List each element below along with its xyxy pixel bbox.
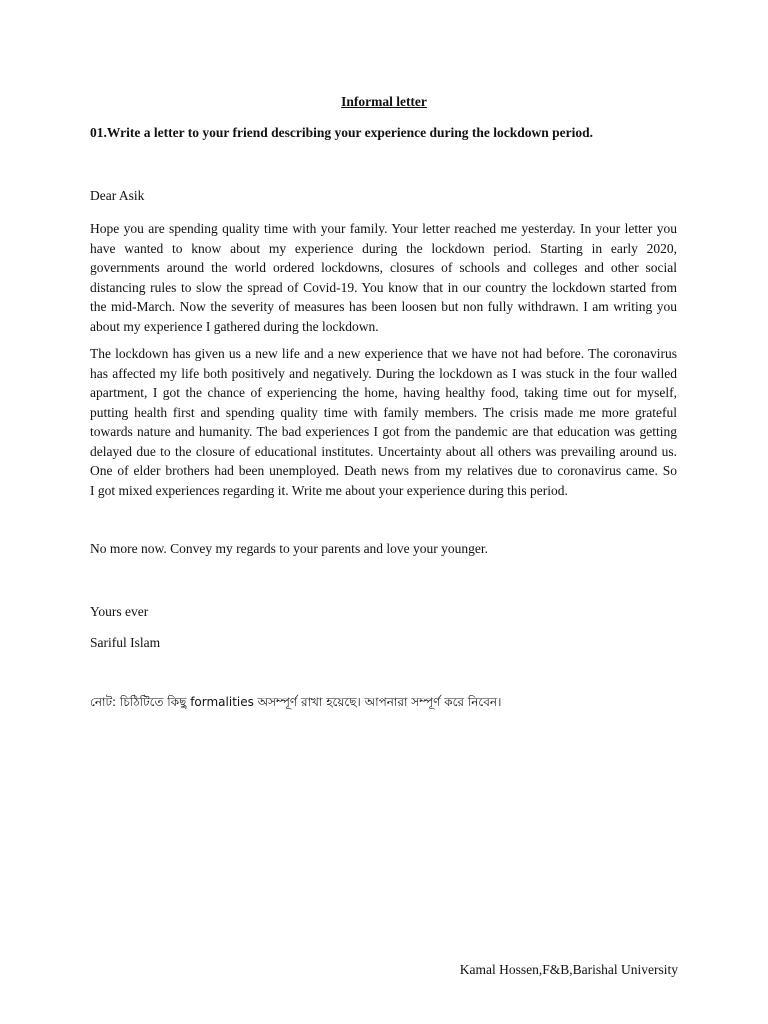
paragraph-1: [90, 219, 677, 336]
page-footer: Kamal Hossen,F&B,Barishal University: [459, 962, 678, 977]
paragraph-2-line: The lockdown has given us a new life and a new experience that we have not had before. The coronavirus: [90, 346, 677, 361]
paragraph-2-line: towards nature and humanity. The bad experiences I got from the pandemic are that education was getting: [90, 424, 677, 439]
bengali-note: নোট: চিঠিটিতে কিছু formalities অসম্পূর্ণ রাখা হয়েছে। আপনারা সম্পূর্ণ করে নিবেন।: [90, 695, 502, 709]
paragraph-2-line: apartment, I got the chance of experiencing the home, having healthy food, taking time out for myself,: [90, 385, 677, 400]
paragraph-1-line: about my experience I gathered during the lockdown.: [90, 318, 379, 334]
paragraph-1-line: the mid-March. Now the severity of measures has been loosen but non fully withdrawn. I am writing you: [90, 299, 677, 314]
signature: Sariful Islam: [90, 635, 161, 650]
paragraph-2-line: delayed due to the closure of educational institutes. Uncertainty about all others was prevailing around us.: [90, 443, 677, 459]
valediction: Yours ever: [90, 604, 149, 619]
document-title: Informal letter: [341, 94, 427, 109]
paragraph-2-line: One of elder brothers had been unemployed. Death news from my relatives due to coronavirus came. So: [90, 463, 677, 478]
paragraph-2-line: putting health first and spending quality time with family members. The crisis made me more grateful: [90, 404, 677, 420]
paragraph-2-line: has affected my life both positively and negatively. During the lockdown as I was stuck in the four walled: [90, 365, 677, 381]
question-prompt: 01.Write a letter to your friend describing your experience during the lockdown period.: [90, 125, 593, 140]
paragraph-2-line: I got mixed experiences regarding it. Write me about your experience during this period.: [90, 482, 568, 498]
paragraph-1-line: have wanted to know about my experience during the lockdown period. Starting in early 2020,: [90, 240, 677, 256]
paragraph-2: [90, 344, 677, 500]
salutation: Dear Asik: [90, 188, 145, 203]
paragraph-1-line: distancing rules to slow the spread of Covid-19. You know that in our country the lockdown started from: [90, 279, 677, 295]
closing-line: No more now. Convey my regards to your parents and love your younger.: [90, 541, 489, 556]
paragraph-1-line: Hope you are spending quality time with your family. Your letter reached me yesterday. In your letter you: [90, 221, 677, 236]
paragraph-1-line: governments around the world ordered lockdowns, closures of schools and colleges and other social: [90, 260, 677, 275]
